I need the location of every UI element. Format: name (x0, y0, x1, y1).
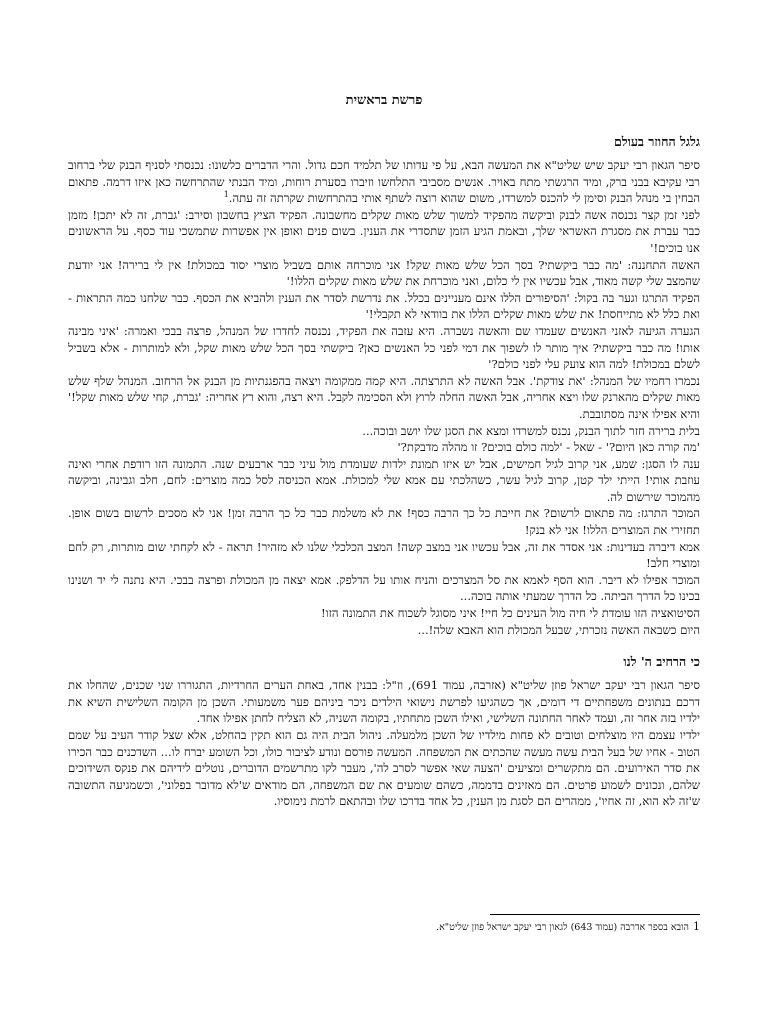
footnote-reference[interactable]: 1 (223, 190, 229, 200)
section-heading: כי הרחיב ה' לנו (623, 654, 700, 670)
paragraph: הסיטואציה הזו עומדת לי חיה מול העינים כל חיי! איני מסוגל לשכוח את התמונה הזו! (320, 606, 700, 621)
paragraph: סיפר הגאון רבי יעקב ישראל פוזן שליט"א (אזרבה, עמוד 691), וז"ל: בבנין אחד, באחת הערים החרדיות, התגוררו שני שכנים, שהחלו את דרכם בנתונים משפחתיים די דומים, אך כשהגיעו לפרשת נישואי הילדים ניכר ביניהם פער משמעותי. השכן מן הקומה השלישית השיא את ילדיו בזה אחר זה, ועמד לאחר החתונה השלישי, ואילו השכן מתחתיו, בקומה השניה, לא הצליח לחתן אפילו אחד. (68, 678, 700, 726)
section-spacer (68, 638, 700, 654)
section-2 (68, 654, 700, 810)
paragraph: הפקיד התרגז וגער בה בקול: 'הסיפורים הללו אינם מעניינים בכלל. את נדרשת לסדר את הענין ולהביא את הכסף. כבר שלחנו כמה התראות - ואת כלל לא מתייחסת! את שלש מאות שקלים הללו את בוודאי לא תקבלי!' (68, 290, 700, 322)
paragraph: אמא דיברה בעדינות: אני אסדר את זה, אבל עכשיו אני במצב קשה! המצב הכלכלי שלנו לא מזהיר! תראה - לא לקחתי שום מותרות, רק לחם ומוצרי חלב! (68, 539, 700, 571)
paragraph: המוכר התרגז: מה פתאום לרשום? את חייבת כל כך הרבה כסף! את לא משלמת כבר כל כך הרבה זמן! אני לא מסכים לרשום בשום אופן. תחזירי את המוצרים הללו! אני לא בנק! (68, 506, 700, 538)
footnote (68, 920, 700, 934)
paragraph: ענה לו הסגן: שמע, אני קרוב לגיל חמישים, אבל יש איזו תמונת ילדות שעומדת מול עיני כבר ארבעים שנה. התמונה הזו רודפת אחרי ואינה עוזבת אותי! הייתי ילד קטן, קרוב לגיל עשר, כשהלכתי עם אמא שלי למכולת. אמא הכניסה לסל כמה מוצרים: לחם, חלב וגבינה, וביקשה מהמוכר שירשום לה. (68, 456, 700, 504)
section-1 (68, 134, 700, 638)
paragraph (68, 157, 700, 207)
paragraph: היום כשבאה האשה נזכרתי, שבעל המכולת הוא האבא שלה!... (417, 622, 700, 637)
paragraph: בלית ברירה חזר לתוך הבנק, נכנס למשרדו ומצא את הסגן שלו יושב ובוכה... (362, 423, 700, 438)
section-heading: גלגל החוזר בעולם (613, 134, 700, 149)
paragraph: המוכר אפילו לא דיבר. הוא הסף לאמא את סל המצרכים והניח אותו על הדלפק. אמא יצאה מן המכולת ופרצה בבכי. היא נתנה לי יד ושנינו בכינו כל הדרך הביתה. כל הדרך שמעתי אותה בוכה... (68, 572, 700, 604)
footnote-text: הובא בספר אדרבה (עמוד 643) לגאון רבי יעקב ישראל פוזן שליט"א. (436, 922, 689, 933)
paragraph: 'מה קורה כאן היום?' - שאל - 'למה כולם בוכים? זו מהלה מדבקת?' (397, 440, 700, 455)
paragraph: הגערה הגיעה לאזני האנשים שעמדו שם והאשה נשברה. היא עזבה את הפקיד, נכנסה לחדרו של המנהל, פרצה בבכי ואמרה: 'איני מבינה אותו! מה כבר ביקשתי? איך מותר לו לשפוך את דמי לפני כל האנשים כאן? ביקשתי בסך הכל שלש מאות שקל, ולא למותרות - אלא בשביל לשלם במכולת! למה הוא צועק עלי לפני כולם?' (68, 323, 700, 372)
footnote-divider (490, 914, 700, 915)
paragraph: האשה התחננה: 'מה כבר ביקשתי? בסך הכל שלש מאות שקל! אני מוכרחה אותם בשביל מוצרי יסוד במכולת! אין לי ברירה! אני יודעת שהמצב שלי קשה מאוד, אבל עכשיו אין לי כלום, ואני מוכרחת את שלש מאות שקלים הללו!' (68, 257, 700, 289)
paragraph-text: סיפר הגאון רבי יעקב שיש שליט"א את המעשה הבא, על פי עדותו של תלמיד חכם גדול. והרי הדברים כלשונו: נכנסתי לסניף הבנק שלי ברחוב רבי עקיבא בבני ברק, ומיד הרגשתי מתח באויר. אנשים מסביבי התלחשו וזיברו בסערת רוחות, ומיד הבנתי שהתרחשה כאן איזו דרמה. פתאום הבחין בי מנהל הבנק וסימן לי להכנס למשרדו, משום שהוא רוצה לשתף אותי בהתרחשות שקרתה זה עתה. (68, 158, 700, 206)
paragraph: לפני זמן קצר נכנסה אשה לבנק וביקשה מהפקיד למשוך שלש מאות שקלים מחשבונה. הפקיד הציץ בחשבון וסירב: 'גברת, זה לא יתכן! מזמן כבר עברת את מסגרת האשראי שלך, ובאמת הגיע הזמן שתסדרי את הענין. בשום פנים ואופן אין אפשרות שתמשכי עוד כסף. על הראשונים אנו בוכים!' (68, 207, 700, 255)
paragraph: נכמרו רחמיו של המנהל: 'את צודקת'. אבל האשה לא התרצתה. היא קמה ממקומה ויצאה בהפגנתיות מן הבנק אל הרחוב. המנהל שלף שלש מאות שקלים מהארנק שלו ויצא אחריה, אבל האשה החלה לרוץ ולא הסכימה לקבל. היא רצה, והוא רץ אחריה: 'גברת, קחי שלש מאות שקל!' והיא אפילו אינה מסתובבת. (68, 373, 700, 421)
paragraph: ילדיו עצמם היו מוצלחים וטובים לא פחות מילדיו של השכן מלמעלה. ניהול הבית היה גם הוא תקין בהחלט, אלא שצל קודר העיב על שמם הטוב - אחיו של בעל הבית עשה מעשה שהכתים את המשפחה. המעשה פורסם ונודע לציבור כולו, וכל השומע יברח לו... השדכנים כבר הכירו את סדר האירועים. הם מתקשרים ומציעים 'הצעה שאי אפשר לסרב לה', מעבר לקו מתרשמים הדוברים, נוטלים לידיהם את פנקס השידוכים שלהם, ונכונים לשמוע פרטים. הם מאזינים בדממה, כשהם שומעים את שם המשפחה, הם מודאים ש'לא מדובר בפלוני', וכשמגיעה התשובה ש'זה לא הוא, זה אחיו', ממהרים הם לסגת מן הענין, כל אחד בדרכו שלו ובהתאם לרמת נימוסיו. (68, 728, 700, 809)
footnote-number: 1 (693, 920, 700, 933)
page-title: פרשת בראשית (345, 93, 423, 108)
